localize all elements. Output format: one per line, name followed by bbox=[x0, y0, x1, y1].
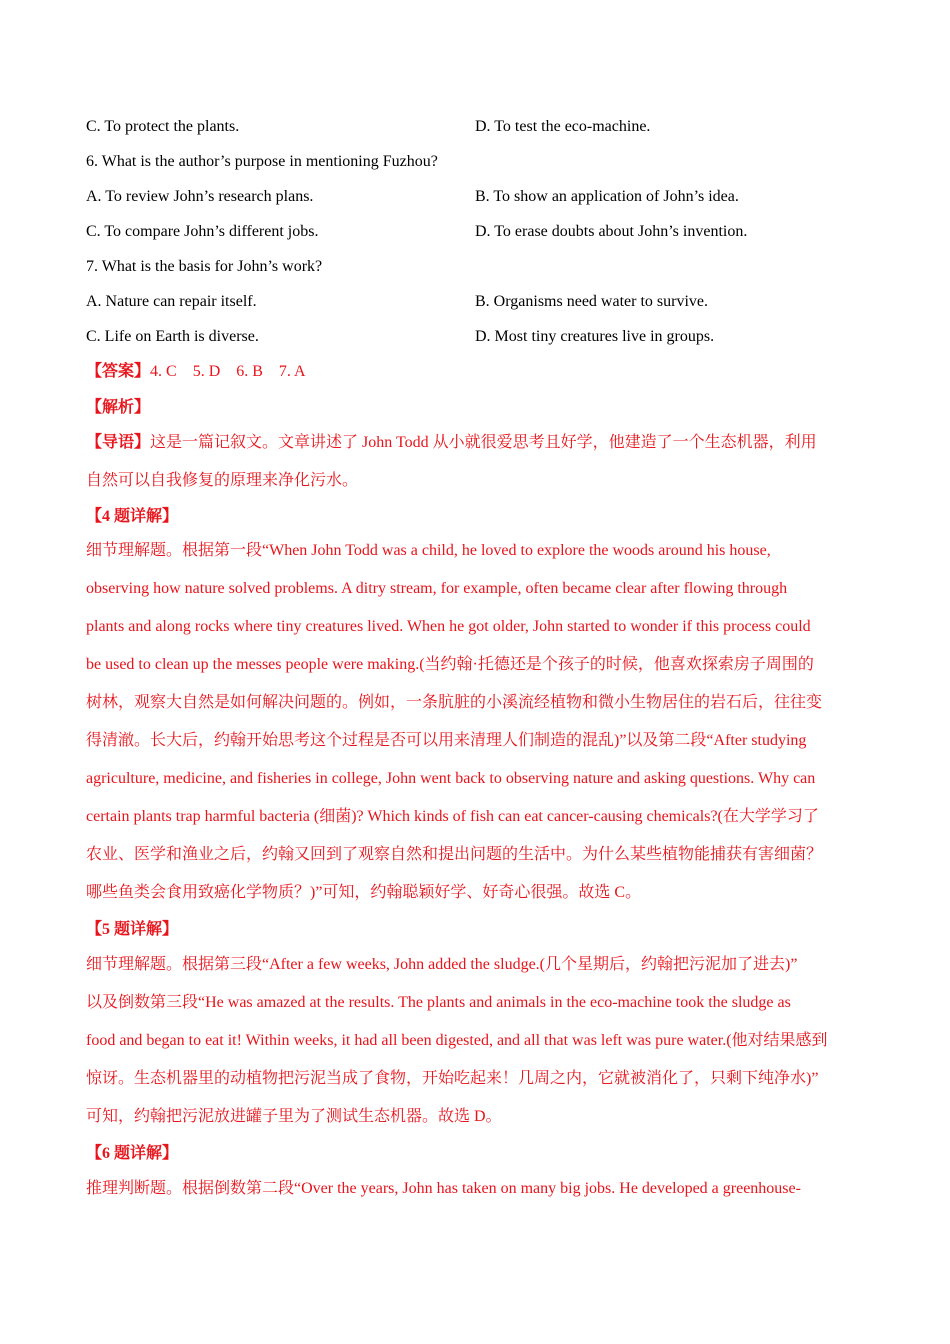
detail4-line: agriculture, medicine, and fisheries in college, John went back to observing nature and asking questions. Why can bbox=[86, 770, 816, 787]
detail6-line: 推理判断题。根据倒数第二段“Over the years, John has taken on many big jobs. He developed a greenhouse- bbox=[86, 1180, 801, 1197]
detail4-line: plants and along rocks where tiny creatures lived. When he got older, John started to wonder if this process could bbox=[86, 618, 811, 635]
answer-line bbox=[86, 362, 876, 382]
detail5-line: food and began to eat it! Within weeks, it had all been digested, and all that was left was pure water.(他对结果感到 bbox=[86, 1032, 828, 1049]
q7-option-c: C. Life on Earth is diverse. bbox=[86, 328, 259, 345]
detail4-line: 得清澈。长大后，约翰开始思考这个过程是否可以用来清理人们制造的混乱)”以及第二段“After studying bbox=[86, 732, 807, 749]
detail4-line: 农业、医学和渔业之后，约翰又回到了观察自然和提出问题的生活中。为什么某些植物能捕获有害细菌？ bbox=[86, 846, 823, 863]
guide-line: 【导语】这是一篇记叙文。文章讲述了 John Todd 从小就很爱思考且好学，他建造了一个生态机器，利用 bbox=[86, 434, 817, 451]
detail4-line: 细节理解题。根据第一段“When John Todd was a child, he loved to explore the woods around his house, bbox=[86, 542, 771, 559]
detail4-label: 【4 题详解】 bbox=[86, 508, 179, 525]
detail6-label: 【6 题详解】 bbox=[86, 1145, 179, 1162]
detail6-paragraph bbox=[86, 1170, 870, 1208]
q7-option-d: D. Most tiny creatures live in groups. bbox=[475, 328, 715, 345]
guide-label: 【导语】 bbox=[86, 434, 151, 451]
q7-option-b: B. Organisms need water to survive. bbox=[475, 293, 708, 310]
answer-value: 4. C 5. D 6. B 7. A bbox=[150, 363, 306, 380]
detail4-line: 树林，观察大自然是如何解决问题的。例如，一条肮脏的小溪流经植物和微小生物居住的岩石后，往往变 bbox=[86, 694, 823, 711]
detail4-paragraph bbox=[86, 532, 870, 912]
detail4-line: observing how nature solved problems. A ditry stream, for example, often became clear after flowing through bbox=[86, 580, 788, 597]
detail5-paragraph bbox=[86, 946, 870, 1136]
detail5-line: 惊讶。生态机器里的动植物把污泥当成了食物，开始吃起来！几周之内，它就被消化了，只剩下纯净水)” bbox=[86, 1070, 819, 1087]
detail5-line: 以及倒数第三段“He was amazed at the results. The plants and animals in the eco-machine took the sludge as bbox=[86, 994, 791, 1011]
q6-option-a: A. To review John’s research plans. bbox=[86, 188, 314, 205]
q7-option-a: A. Nature can repair itself. bbox=[86, 293, 257, 310]
q6-option-c: C. To compare John’s different jobs. bbox=[86, 223, 319, 240]
q6-option-b: B. To show an application of John’s idea. bbox=[475, 188, 739, 205]
detail4-line: 哪些鱼类会食用致癌化学物质？)”可知，约翰聪颖好学、好奇心很强。故选 C。 bbox=[86, 884, 642, 901]
q6-question: 6. What is the author’s purpose in mentioning Fuzhou? bbox=[86, 153, 438, 170]
detail5-line: 细节理解题。根据第三段“After a few weeks, John added the sludge.(几个星期后，约翰把污泥加了进去)” bbox=[86, 956, 798, 973]
detail5-line: 可知，约翰把污泥放进罐子里为了测试生态机器。故选 D。 bbox=[86, 1108, 502, 1125]
q5-option-c: C. To protect the plants. bbox=[86, 118, 240, 135]
answer-label: 【答案】 bbox=[86, 363, 151, 380]
detail4-line: be used to clean up the messes people were making.(当约翰·托德还是个孩子的时候，他喜欢探索房子周围的 bbox=[86, 656, 814, 673]
analysis-label: 【解析】 bbox=[86, 399, 151, 416]
detail4-line: certain plants trap harmful bacteria (细菌)? Which kinds of fish can eat cancer-causing chemicals?(在大学学习了 bbox=[86, 808, 819, 825]
guide-line: 自然可以自我修复的原理来净化污水。 bbox=[86, 472, 359, 489]
q6-option-d: D. To erase doubts about John’s invention. bbox=[475, 223, 748, 240]
q5-option-d: D. To test the eco-machine. bbox=[475, 118, 651, 135]
guide-paragraph bbox=[86, 424, 870, 500]
detail5-label: 【5 题详解】 bbox=[86, 921, 179, 938]
q7-question: 7. What is the basis for John’s work? bbox=[86, 258, 323, 275]
